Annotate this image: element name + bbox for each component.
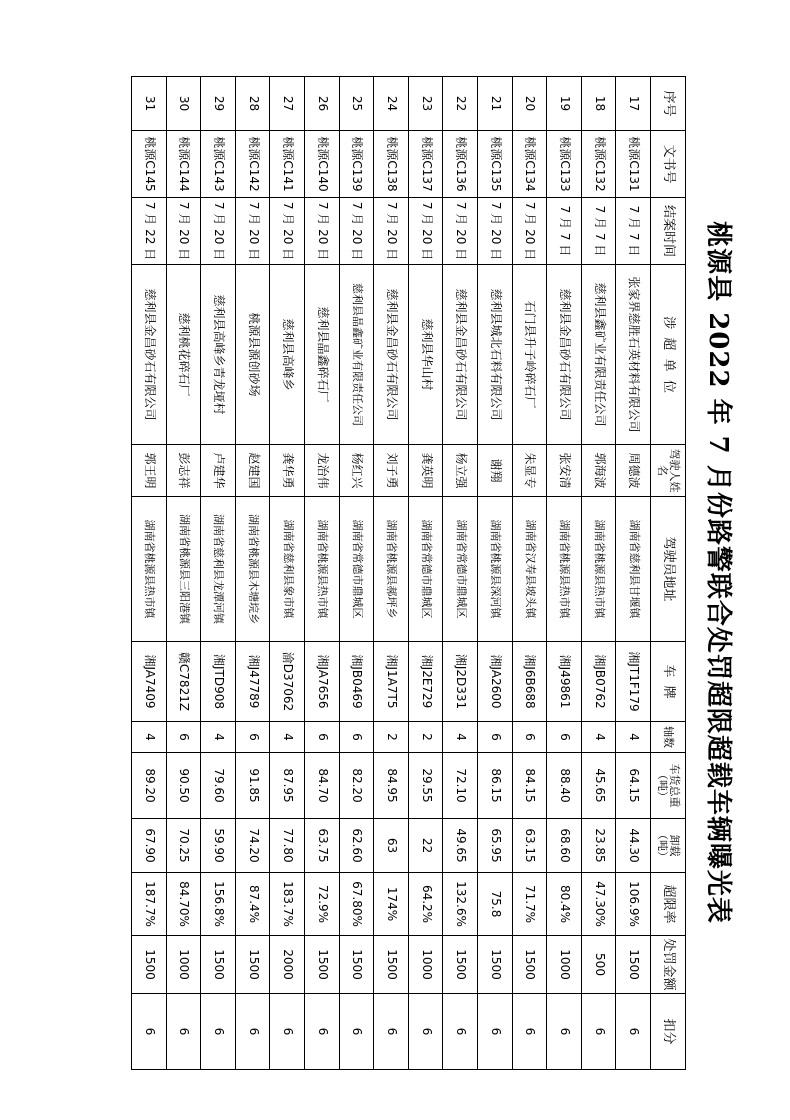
cell-fine: 1500 (478, 936, 513, 994)
cell-unit: 桃源县源创砂场 (235, 265, 270, 445)
cell-axles: 6 (547, 722, 582, 753)
table-row (235, 77, 270, 1070)
header-fine: 处罚金额 (651, 936, 686, 994)
cell-gross: 45.65 (581, 753, 616, 819)
cell-axles: 4 (616, 722, 651, 753)
cell-rate: 84.70% (166, 873, 201, 936)
cell-plate: 湘J49861 (547, 642, 582, 722)
header-date: 结案时间 (651, 198, 686, 265)
cell-load: 65.95 (478, 819, 513, 873)
cell-driver: 朱显专 (512, 445, 547, 497)
cell-fine: 1500 (235, 936, 270, 994)
cell-unit: 慈利县高峰乡 (270, 265, 305, 445)
cell-rate: 187.7% (132, 873, 167, 936)
cell-driver: 杨立强 (443, 445, 478, 497)
cell-date: 7 月 20 日 (478, 198, 513, 265)
cell-points: 6 (581, 994, 616, 1070)
cell-doc: 桃源C143 (201, 131, 236, 198)
cell-address: 湖南省桃源县郝坪乡 (374, 497, 409, 642)
fines-table (131, 76, 686, 1070)
cell-address: 湖南省桃源县深河镇 (478, 497, 513, 642)
cell-axles: 2 (374, 722, 409, 753)
cell-load: 63 (374, 819, 409, 873)
cell-rate: 47.30% (581, 873, 616, 936)
cell-driver: 郭海波 (581, 445, 616, 497)
cell-load: 67.90 (132, 819, 167, 873)
cell-load: 22 (408, 819, 443, 873)
cell-axles: 6 (166, 722, 201, 753)
cell-unit: 慈利县鑫矿业有限责任公司 (581, 265, 616, 445)
cell-unit: 慈利县金昌砂石有限公司 (443, 265, 478, 445)
cell-address: 湖南省桃源县热市镇 (581, 497, 616, 642)
cell-points: 6 (305, 994, 340, 1070)
cell-date: 7 月 20 日 (408, 198, 443, 265)
cell-fine: 1500 (374, 936, 409, 994)
cell-gross: 84.70 (305, 753, 340, 819)
header-row (651, 77, 686, 1070)
cell-plate: 湘JB0762 (581, 642, 616, 722)
cell-address: 湖南省慈利县龙潭河镇 (201, 497, 236, 642)
cell-gross: 90.50 (166, 753, 201, 819)
table-row (201, 77, 236, 1070)
cell-plate: 赣C7821Z (166, 642, 201, 722)
cell-address: 湖南省桃源县热市镇 (305, 497, 340, 642)
cell-address: 湖南省常德市鼎城区 (339, 497, 374, 642)
cell-unit: 慈利县城北石料有限公司 (478, 265, 513, 445)
header-gross: 车货总重（吨） (651, 753, 686, 819)
cell-axles: 4 (443, 722, 478, 753)
cell-gross: 84.95 (374, 753, 409, 819)
cell-doc: 桃源C134 (512, 131, 547, 198)
cell-doc: 桃源C139 (339, 131, 374, 198)
cell-axles: 2 (408, 722, 443, 753)
cell-load: 68.60 (547, 819, 582, 873)
cell-rate: 80.4% (547, 873, 582, 936)
cell-axles: 6 (235, 722, 270, 753)
cell-gross: 72.10 (443, 753, 478, 819)
cell-doc: 桃源C131 (616, 131, 651, 198)
cell-doc: 桃源C138 (374, 131, 409, 198)
cell-gross: 88.40 (547, 753, 582, 819)
cell-plate: 湘J2E729 (408, 642, 443, 722)
cell-fine: 1500 (443, 936, 478, 994)
cell-seq: 29 (201, 77, 236, 131)
cell-doc: 桃源C141 (270, 131, 305, 198)
cell-address: 湖南省桃源县木塘垸乡 (235, 497, 270, 642)
cell-driver: 卢建华 (201, 445, 236, 497)
cell-unit: 慈利县晶鑫碎石厂 (305, 265, 340, 445)
cell-date: 7 月 7 日 (616, 198, 651, 265)
cell-load: 70.25 (166, 819, 201, 873)
cell-doc: 桃源C135 (478, 131, 513, 198)
table-row (339, 77, 374, 1070)
cell-rate: 132.6% (443, 873, 478, 936)
cell-load: 74.20 (235, 819, 270, 873)
cell-plate: 湘JA7656 (305, 642, 340, 722)
cell-rate: 174% (374, 873, 409, 936)
cell-address: 湖南省桃源县热市镇 (547, 497, 582, 642)
cell-rate: 106.9% (616, 873, 651, 936)
cell-driver: 赵建国 (235, 445, 270, 497)
table-row (305, 77, 340, 1070)
cell-plate: 湘J6B688 (512, 642, 547, 722)
table-row (581, 77, 616, 1070)
cell-date: 7 月 20 日 (443, 198, 478, 265)
cell-address: 湖南省慈利县象市镇 (270, 497, 305, 642)
table-row (270, 77, 305, 1070)
cell-points: 6 (478, 994, 513, 1070)
cell-doc: 桃源C132 (581, 131, 616, 198)
cell-rate: 87.4% (235, 873, 270, 936)
cell-gross: 82.20 (339, 753, 374, 819)
cell-unit: 慈利县华山村 (408, 265, 443, 445)
cell-fine: 1000 (166, 936, 201, 994)
cell-date: 7 月 20 日 (374, 198, 409, 265)
cell-driver: 张安清 (547, 445, 582, 497)
table-row (132, 77, 167, 1070)
cell-load: 63.75 (305, 819, 340, 873)
cell-gross: 87.95 (270, 753, 305, 819)
cell-seq: 19 (547, 77, 582, 131)
cell-seq: 27 (270, 77, 305, 131)
table-row (408, 77, 443, 1070)
cell-plate: 湘J2D331 (443, 642, 478, 722)
cell-rate: 67.80% (339, 873, 374, 936)
cell-axles: 4 (201, 722, 236, 753)
cell-driver: 谢翔 (478, 445, 513, 497)
cell-driver: 郭王明 (132, 445, 167, 497)
cell-load: 62.60 (339, 819, 374, 873)
cell-address: 湖南省常德市鼎城区 (443, 497, 478, 642)
cell-rate: 64.2% (408, 873, 443, 936)
cell-address: 湖南省常德市鼎城区 (408, 497, 443, 642)
header-axles: 轴数 (651, 722, 686, 753)
cell-driver: 彭志祥 (166, 445, 201, 497)
cell-gross: 29.55 (408, 753, 443, 819)
cell-plate: 渝D37062 (270, 642, 305, 722)
cell-seq: 22 (443, 77, 478, 131)
cell-date: 7 月 7 日 (547, 198, 582, 265)
cell-seq: 30 (166, 77, 201, 131)
cell-fine: 1500 (339, 936, 374, 994)
cell-date: 7 月 20 日 (339, 198, 374, 265)
cell-load: 23.85 (581, 819, 616, 873)
cell-seq: 25 (339, 77, 374, 131)
cell-fine: 1500 (512, 936, 547, 994)
cell-seq: 31 (132, 77, 167, 131)
cell-axles: 4 (270, 722, 305, 753)
cell-points: 6 (443, 994, 478, 1070)
cell-plate: 湘JT1F179 (616, 642, 651, 722)
cell-doc: 桃源C140 (305, 131, 340, 198)
cell-points: 6 (270, 994, 305, 1070)
cell-points: 6 (235, 994, 270, 1070)
cell-driver: 周德波 (616, 445, 651, 497)
table-row (616, 77, 651, 1070)
cell-load: 77.80 (270, 819, 305, 873)
cell-axles: 6 (339, 722, 374, 753)
cell-plate: 湘JB0469 (339, 642, 374, 722)
cell-axles: 6 (478, 722, 513, 753)
header-address: 驾驶员地址 (651, 497, 686, 642)
cell-driver: 龚英明 (408, 445, 443, 497)
cell-address: 湖南省慈利县甘堰镇 (616, 497, 651, 642)
cell-seq: 23 (408, 77, 443, 131)
cell-rate: 71.7% (512, 873, 547, 936)
cell-gross: 64.15 (616, 753, 651, 819)
cell-date: 7 月 22 日 (132, 198, 167, 265)
cell-date: 7 月 20 日 (305, 198, 340, 265)
cell-address: 湖南省桃源县三阳港镇 (166, 497, 201, 642)
cell-rate: 72.9% (305, 873, 340, 936)
cell-gross: 91.85 (235, 753, 270, 819)
cell-date: 7 月 20 日 (201, 198, 236, 265)
cell-fine: 1500 (132, 936, 167, 994)
cell-fine: 1000 (408, 936, 443, 994)
cell-date: 7 月 20 日 (235, 198, 270, 265)
cell-points: 6 (339, 994, 374, 1070)
cell-address: 湖南省桃源县热市镇 (132, 497, 167, 642)
header-plate: 车 牌 (651, 642, 686, 722)
cell-unit: 张家界慈胜石英材料有限公司 (616, 265, 651, 445)
cell-doc: 桃源C137 (408, 131, 443, 198)
header-unit: 涉 超 单 位 (651, 265, 686, 445)
cell-rate: 156.8% (201, 873, 236, 936)
cell-gross: 79.60 (201, 753, 236, 819)
cell-points: 6 (201, 994, 236, 1070)
table-row (166, 77, 201, 1070)
cell-axles: 6 (305, 722, 340, 753)
cell-unit: 慈利桃花碎石厂 (166, 265, 201, 445)
cell-driver: 龙治伟 (305, 445, 340, 497)
cell-gross: 89.20 (132, 753, 167, 819)
cell-gross: 86.15 (478, 753, 513, 819)
header-doc: 文书号 (651, 131, 686, 198)
cell-plate: 湘JA7409 (132, 642, 167, 722)
header-load: 卸载（吨） (651, 819, 686, 873)
cell-date: 7 月 20 日 (270, 198, 305, 265)
table-row (547, 77, 582, 1070)
cell-date: 7 月 20 日 (166, 198, 201, 265)
cell-axles: 6 (512, 722, 547, 753)
cell-fine: 1500 (201, 936, 236, 994)
cell-unit: 石门县升子岭碎石厂 (512, 265, 547, 445)
cell-doc: 桃源C145 (132, 131, 167, 198)
cell-unit: 慈利县金昌砂石有限公司 (132, 265, 167, 445)
cell-plate: 湘J1A7T5 (374, 642, 409, 722)
cell-driver: 杨红兴 (339, 445, 374, 497)
cell-load: 44.30 (616, 819, 651, 873)
cell-unit: 慈利县金昌砂石有限公司 (374, 265, 409, 445)
header-points: 扣分 (651, 994, 686, 1070)
cell-points: 6 (547, 994, 582, 1070)
cell-points: 6 (166, 994, 201, 1070)
cell-address: 湖南省汉寿县坡头镇 (512, 497, 547, 642)
cell-points: 6 (512, 994, 547, 1070)
header-seq: 序号 (651, 77, 686, 131)
cell-points: 6 (408, 994, 443, 1070)
cell-seq: 18 (581, 77, 616, 131)
cell-seq: 20 (512, 77, 547, 131)
cell-seq: 21 (478, 77, 513, 131)
document-title: 桃源县 2022 年 7 月份路警联合处罚超限超载车辆曝光表 (703, 221, 733, 924)
cell-plate: 湘JTD908 (201, 642, 236, 722)
cell-unit: 慈利县高峰乡青龙垭村 (201, 265, 236, 445)
rotated-page (131, 76, 733, 1069)
cell-points: 6 (374, 994, 409, 1070)
cell-fine: 1500 (616, 936, 651, 994)
cell-rate: 75.8 (478, 873, 513, 936)
cell-load: 63.15 (512, 819, 547, 873)
table-row (512, 77, 547, 1070)
cell-fine: 2000 (270, 936, 305, 994)
cell-fine: 1000 (547, 936, 582, 994)
cell-driver: 刘子勇 (374, 445, 409, 497)
cell-seq: 26 (305, 77, 340, 131)
cell-seq: 24 (374, 77, 409, 131)
cell-plate: 湘J47789 (235, 642, 270, 722)
cell-plate: 湘JA2600 (478, 642, 513, 722)
cell-doc: 桃源C144 (166, 131, 201, 198)
cell-fine: 500 (581, 936, 616, 994)
table-row (478, 77, 513, 1070)
cell-driver: 龚华勇 (270, 445, 305, 497)
cell-rate: 183.7% (270, 873, 305, 936)
cell-axles: 4 (132, 722, 167, 753)
cell-unit: 慈利县金昌砂石有限公司 (547, 265, 582, 445)
table-row (443, 77, 478, 1070)
table-row (374, 77, 409, 1070)
cell-axles: 4 (581, 722, 616, 753)
header-rate: 超限率 (651, 873, 686, 936)
cell-date: 7 月 7 日 (581, 198, 616, 265)
cell-load: 59.90 (201, 819, 236, 873)
cell-doc: 桃源C136 (443, 131, 478, 198)
cell-unit: 慈利县晶鑫矿业有限责任公司 (339, 265, 374, 445)
header-driver: 驾驶人姓名 (651, 445, 686, 497)
cell-load: 49.65 (443, 819, 478, 873)
cell-points: 6 (616, 994, 651, 1070)
cell-seq: 28 (235, 77, 270, 131)
cell-seq: 17 (616, 77, 651, 131)
cell-date: 7 月 20 日 (512, 198, 547, 265)
cell-doc: 桃源C133 (547, 131, 582, 198)
cell-doc: 桃源C142 (235, 131, 270, 198)
cell-gross: 84.15 (512, 753, 547, 819)
cell-points: 6 (132, 994, 167, 1070)
cell-fine: 1500 (305, 936, 340, 994)
